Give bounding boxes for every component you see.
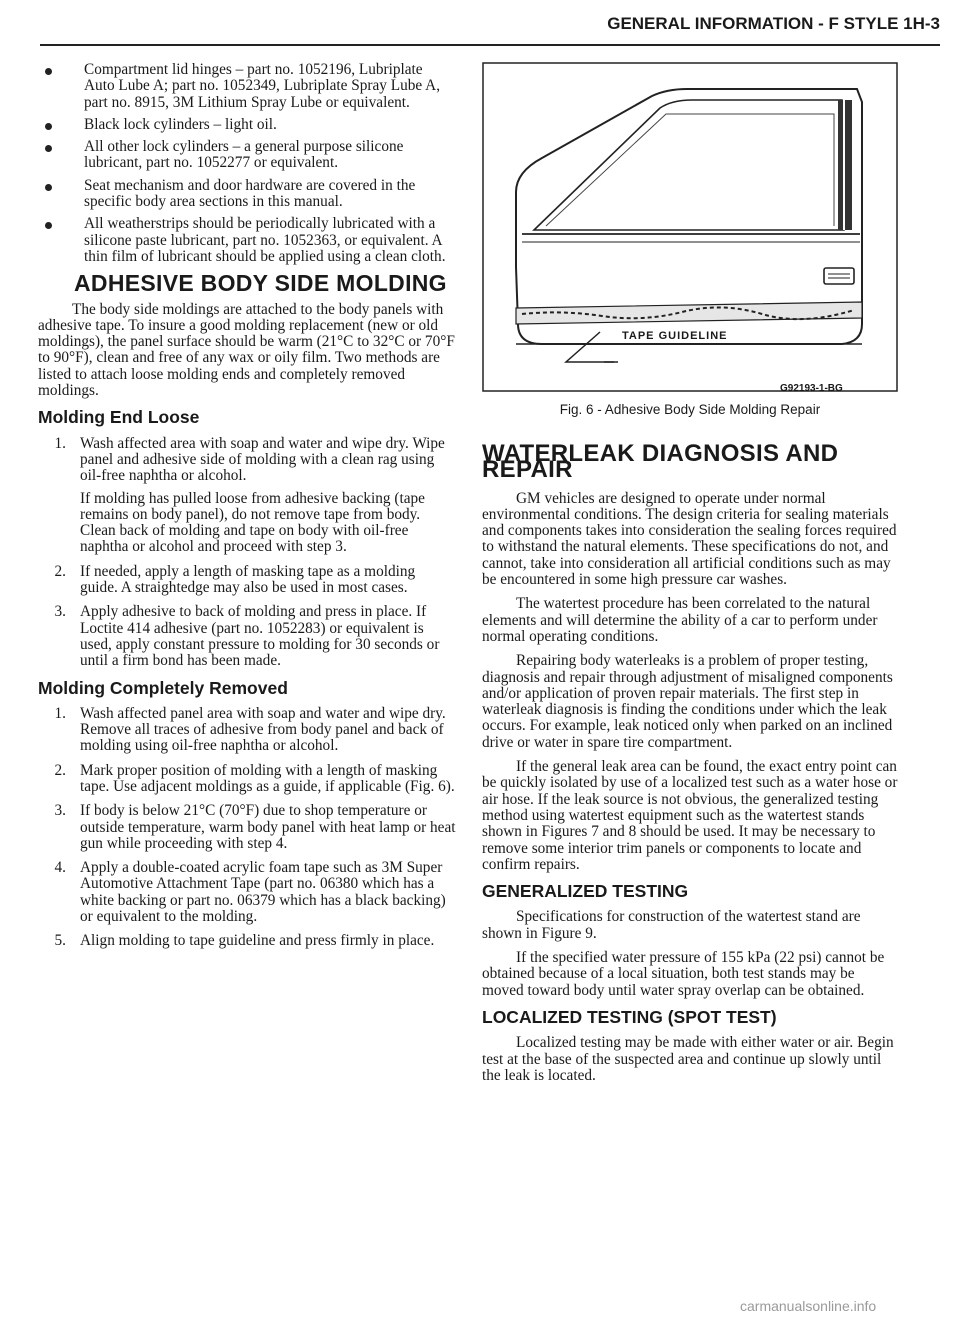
bullet-icon	[45, 123, 52, 130]
step-number: 1.	[54, 704, 66, 722]
step-item	[38, 436, 456, 556]
step-number: 1.	[54, 434, 66, 452]
list-item	[38, 139, 456, 172]
step-number: 5.	[54, 932, 66, 950]
step-text: If needed, apply a length of masking tape as a molding guide. A straightedge may also be used in most cases.	[80, 562, 416, 597]
figure-6	[482, 62, 898, 417]
paragraph: If the general leak area can be found, the exact entry point can be quickly isolated by use of a localized test such as a water hose or air hose. If the leak source is not obvious, the generalized testing method using watertest equipment such as the watertest stands shown in Figures 7 and 8 should be used. It may be necessary to remove some interior trim panels or components to locate and confirm repairs.	[482, 758, 898, 873]
list-item	[38, 178, 456, 211]
step-item	[38, 803, 456, 852]
step-item	[38, 933, 456, 949]
paragraph: Localized testing may be made with either water or air. Begin test at the base of the suspected area and continue up slowly until the leak is located.	[482, 1034, 894, 1084]
list-item-text: Seat mechanism and door hardware are covered in the specific body area sections in this manual.	[84, 176, 416, 211]
list-item	[38, 117, 456, 133]
step-text: Wash affected panel area with soap and water and wipe dry. Remove all traces of adhesive from body panel and back of molding using oil-free naphtha or alcohol.	[80, 704, 446, 755]
subsection-title-generalized: GENERALIZED TESTING	[482, 881, 689, 902]
figure-code: G92193-1-BG	[780, 383, 843, 394]
intro-paragraph: The body side moldings are attached to the body panels with adhesive tape. To insure a good molding replacement (new or old moldings), the panel surface should be warm (21°C to 32°C or 70°F to 90°F), clean and free of any wax or oily film. Two methods are listed to attach loose molding ends and completely removed moldings.	[38, 300, 455, 400]
paragraph: Repairing body waterleaks is a problem of proper testing, diagnosis and repair through adjustment of misaligned components and/or application of proven repair materials. The first step in waterleak diagnosis is finding the conditions under which the leak occurs. For example, leak noticed only when parked on an inclined drive or water in spare tire compartment.	[482, 652, 893, 751]
tape-guideline-label: TAPE GUIDELINE	[622, 330, 728, 342]
paragraph: If the specified water pressure of 155 kPa (22 psi) cannot be obtained because of a local situation, both test stands may be moved toward body until water spray overlap can be obtained.	[482, 949, 885, 999]
bullet-icon	[45, 68, 52, 75]
right-column	[482, 440, 898, 1092]
left-column	[38, 62, 456, 958]
list-item-text: All other lock cylinders – a general purpose silicone lubricant, part no. 1052277 or equivalent.	[84, 138, 404, 172]
step-text: If body is below 21°C (70°F) due to shop temperature or outside temperature, warm body panel with heat lamp or heat gun while proceeding with step 4.	[80, 802, 456, 852]
door-handle	[824, 268, 854, 284]
step-item	[38, 604, 456, 669]
step-item	[38, 564, 456, 597]
list-item-text: Black lock cylinders – light oil.	[84, 115, 277, 133]
step-number: 3.	[54, 603, 66, 621]
section-title-waterleak: WATERLEAK DIAGNOSIS AND REPAIR	[482, 440, 839, 484]
paragraph: Specifications for construction of the watertest stand are shown in Figure 9.	[482, 908, 861, 942]
step-text: Align molding to tape guideline and press firmly in place.	[80, 932, 435, 950]
lubricant-list	[38, 62, 456, 265]
subsection-title-end-loose: Molding End Loose	[38, 407, 200, 428]
step-item	[38, 763, 456, 796]
step-note: If molding has pulled loose from adhesive backing (tape remains on body panel), do not remove tape from body. Clean back of molding and tape on body with oil-free naphtha or alcohol and proceed with step 3.	[80, 489, 425, 556]
step-number: 4.	[54, 859, 66, 877]
figure-caption: Fig. 6 - Adhesive Body Side Molding Repair	[559, 402, 821, 417]
list-item	[38, 62, 456, 111]
step-number: 2.	[54, 562, 66, 580]
step-text: Apply a double-coated acrylic foam tape such as 3M Super Automotive Attachment Tape (part no. 06380 which has a white backing or part no. 06379 which has a black backing) or equivalent to the molding.	[80, 859, 446, 926]
bullet-icon	[45, 222, 52, 229]
step-number: 2.	[54, 761, 66, 779]
completely-removed-steps	[38, 706, 456, 950]
list-item	[38, 216, 456, 265]
step-item	[38, 860, 456, 925]
step-item	[38, 706, 456, 755]
subsection-title-completely-removed: Molding Completely Removed	[38, 677, 288, 698]
list-item-text: Compartment lid hinges – part no. 1052196, Lubriplate Auto Lube A; part no. 1052349, Lubriplate Spray Lube A, part no. 8915, 3M Lithium Spray Lube or equivalent.	[84, 61, 441, 111]
step-text: Wash affected area with soap and water and wipe dry. Wipe panel and adhesive side of molding with a clean rag using oil-free naphtha or alcohol.	[80, 434, 445, 485]
paragraph: GM vehicles are designed to operate under normal environmental conditions. The design criteria for sealing materials and components takes into consideration the sealing forces required to withstand the natural elements. These specifications do not, and cannot, take into consideration all artificial conditions such as may be encountered in some high pressure car washes.	[482, 489, 897, 589]
header-rule	[40, 44, 940, 46]
end-loose-steps	[38, 436, 456, 670]
step-text: Apply adhesive to back of molding and press in place. If Loctite 414 adhesive (part no. 1052283) or equivalent is used, apply constant pressure to molding for 30 seconds or until a firm bond has been made.	[80, 603, 440, 670]
watermark: carmanualsonline.info	[740, 1298, 877, 1314]
subsection-title-localized: LOCALIZED TESTING (SPOT TEST)	[482, 1006, 777, 1027]
bullet-icon	[45, 145, 52, 152]
paragraph: The watertest procedure has been correlated to the natural elements and will determine the ability of a car to perform under normal operating conditions.	[482, 595, 878, 645]
pointer-arrow	[566, 332, 614, 362]
step-number: 3.	[54, 802, 66, 820]
window-frame	[534, 100, 844, 230]
bullet-icon	[45, 184, 52, 191]
section-title-adhesive-molding: ADHESIVE BODY SIDE MOLDING	[74, 270, 447, 297]
step-text: Mark proper position of molding with a length of masking tape. Use adjacent moldings as a guide, if applicable (Fig. 6).	[80, 761, 455, 795]
list-item-text: All weatherstrips should be periodically lubricated with a silicone paste lubricant, part no. 1052363, or equivalent. A thin film of lubricant should be applied using a clean cloth.	[84, 215, 446, 265]
page-header: GENERAL INFORMATION - F STYLE 1H-3	[607, 14, 940, 33]
door-illustration	[482, 62, 898, 394]
